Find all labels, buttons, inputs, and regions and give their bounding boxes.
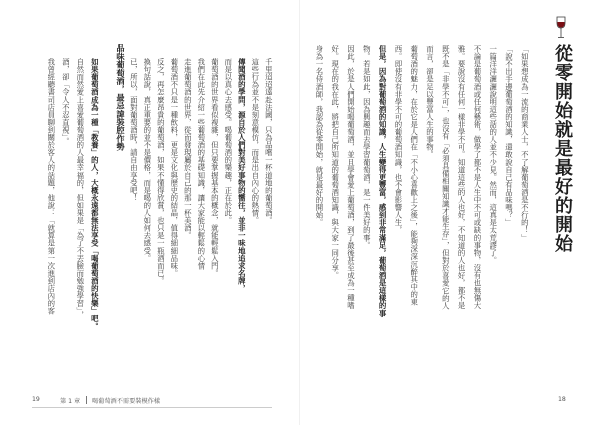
text-column: 已，所以，面對葡萄酒時，請自由享受吧！ <box>129 58 139 202</box>
text-column: 葡萄酒的世界看似複雜，但只要掌握基本的概念，就能輕鬆入門。 <box>210 58 220 277</box>
text-column: 酒，卻「令人不忍直視」。 <box>61 58 71 145</box>
text-column: 這些行為並不是刻意模仿，而是出自內心的熱情。 <box>250 58 260 225</box>
text-column: 「如果想成為一流的商業人士，不了解葡萄酒是不行的！」 <box>520 45 530 242</box>
chapter-title: 喝葡萄酒不需要裝模作樣 <box>92 398 161 405</box>
text-column: 我曾經聽書司店員聊到關於客人的話題，他說：「就算是第一次進到店內的客 <box>46 58 56 315</box>
text-column: 不論是葡萄酒或任何藝術，做學了都不是人生中不可或缺的事物，沒有也無傷大 <box>472 45 482 310</box>
text-column: 好。現在的我在此，將把自己所知道的葡萄酒知識，與大家一同分享。 <box>330 45 340 280</box>
text-column: 傳聞酒的學問，源自於人們對美好事物的嚮往，並非一味地追求名牌， <box>237 58 247 293</box>
text-column: 西。即使沒有非學不可的葡萄酒知識，也不會影響人生， <box>393 45 403 234</box>
text-column: 自然而然愛上喜愛葡萄酒的人最幸福的，但如果是「為了不丟臉而勉強學習」， <box>75 58 85 319</box>
text-column: 如果葡萄酒成為一種「教養」的人，大概永遠都無法享受「喝葡萄酒的快樂」吧。 <box>90 58 100 330</box>
page-number-left: 19 <box>32 396 40 403</box>
text-column: 反之，再怎麼昂貴的葡萄酒，如果不懂得欣賞，也只是一瓶酒而已。 <box>156 58 166 285</box>
text-column: 走進葡萄酒的世界，從而發現屬於自己的那一杯美酒。 <box>183 58 193 240</box>
wine-glass-icon <box>555 16 567 40</box>
text-column: 身為一名侍酒師，我認為從零開始，就是最好的開始。 <box>314 45 324 227</box>
section-heading: 品味葡萄酒，最忌諱裝腔作勢 <box>116 44 126 151</box>
footer-rule <box>32 407 272 408</box>
footer-separator <box>86 396 87 404</box>
page-number-right: 18 <box>558 396 566 403</box>
text-column: 而言，卻是足以豐富人生的事物。 <box>425 45 435 159</box>
text-column: 葡萄酒的魅力，在於它是人們在「不小心喜歡上之後」，能夠深深沉醉其中的東 <box>409 45 419 306</box>
text-column: 葡萄酒不只是一種飲料，更是文化與歷史的結晶，值得細細品味。 <box>169 58 179 277</box>
text-column: 既不是「非學不可」，也沒有「必須具備相關知識才能生存」，但對於喜愛它的人 <box>441 45 451 310</box>
text-column: 我們在此先介紹一些葡萄酒的基礎知識，讓大家能以輕鬆的心情 <box>196 58 206 270</box>
text-column: 千里迢迢遠赴法國，只為品嚐一杯道地的葡萄酒。 <box>264 58 274 225</box>
text-column: 雅。要說沒有任何一樣非學不可。知道這些的人也好，不知道的人也好，都不是 <box>457 45 467 310</box>
text-column: 物。若是如此，因為興趣而去學習葡萄酒，是一件美好的事。 <box>362 45 372 249</box>
text-column: 換句話說，真正重要的並不是價格，而是喝的人如何去感受。 <box>142 58 152 262</box>
text-column: 一篇洋洋灑灑說明這些話的人並不少見。然而，這真是太荒謬了。 <box>488 45 498 264</box>
text-column: 「說不出手邊葡萄酒的知識，還敢說自己有品味嗎？」 <box>504 45 514 227</box>
chapter-section-title: 從零開始就是最好的開始 <box>552 44 573 253</box>
text-column: 因此，於是人們開始喝葡萄酒，並且學會愛上葡萄酒，到了最後甚至成為一種嗜 <box>346 45 356 310</box>
text-column: 而是以真心去感受。喝葡萄酒的樂趣，正在於此。 <box>223 58 233 225</box>
text-column: 但是，因為對葡萄酒的知識，人生變得更豐富，感到非常滿足，葡萄酒是這樣的事 <box>378 45 388 317</box>
chapter-label: 第 1 章 <box>60 398 81 405</box>
